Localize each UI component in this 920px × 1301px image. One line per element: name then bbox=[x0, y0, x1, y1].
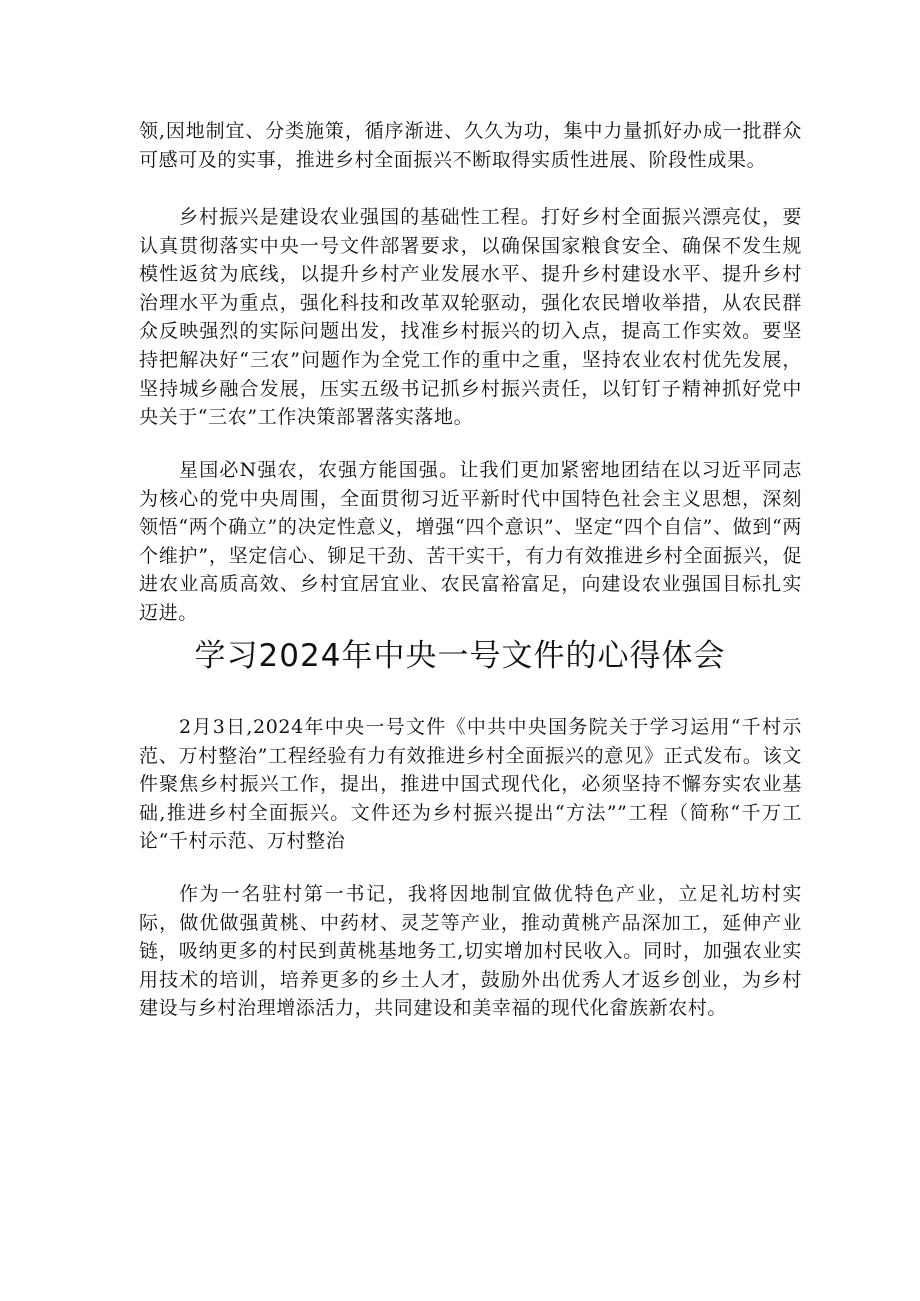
paragraph-rural-revitalization: 乡村振兴是建设农业强国的基础性工程。打好乡村全面振兴漂亮仗，要认真贯彻落实中央一号文件部署要求，以确保国家粮食安全、确保不发生规模性返贫为底线，以提升乡村产业发展水平、提升乡村建设水平、提升乡村治理水平为重点，强化科技和改革双轮驱动，强化农民增收举措，从农民群众反映强烈的实际问题出发，找准乡村振兴的切入点，提高工作实效。要坚持把解决好“三农”问题作为全党工作的重中之重，坚持农业农村优先发展，坚持城乡融合发展，压实五级书记抓乡村振兴责任，以钉钉子精神抓好党中央关于“三农”工作决策部署落实落地。 bbox=[139, 206, 802, 429]
paragraph-document-release: 2月3日,2024年中央一号文件《中共中央国务院关于学习运用“千村示范、万村整治”工程经验有力有效推进乡村全面振兴的意见》正式发布。该文件聚焦乡村振兴工作，提出，推进中国式现代化，必须坚持不懈夯实农业基础,推进乡村全面振兴。文件还为乡村振兴提出“方法””工程（简称“千万工论“千村示范、万村整治 bbox=[139, 716, 802, 853]
paragraph-continuation: 领,因地制宜、分类施策，循序渐进、久久为功，集中力量抓好办成一批群众可感可及的实事，推进乡村全面振兴不断取得实质性进展、阶段性成果。 bbox=[139, 120, 802, 171]
article-title: 学习2024年中央一号文件的心得体会 bbox=[194, 638, 726, 674]
paragraph-strong-nation: 星国必N强农，农强方能国强。让我们更加紧密地团结在以习近平同志为核心的党中央周围，全面贯彻习近平新时代中国特色社会主义思想，深刻领悟“两个确立”的决定性意义，增强“四个意识”、坚定“四个自信”、做到“两个维护”，坚定信心、铆足干劲、苦干实干，有力有效推进乡村全面振兴，促进农业高质高效、乡村宜居宜业、农民富裕富足，向建设农业强国目标扎实迈进。 bbox=[139, 459, 802, 624]
paragraph-first-secretary: 作为一名驻村第一书记，我将因地制宜做优特色产业，立足礼坊村实际，做优做强黄桃、中药材、灵芝等产业，推动黄桃产品深加工，延伸产业链，吸纳更多的村民到黄桃基地务工,切实增加村民收入。同时，加强农业实用技术的培训，培养更多的乡土人才，鼓励外出优秀人才返乡创业，为乡村建设与乡村治理增添活力，共同建设和美幸福的现代化畲族新农村。 bbox=[139, 883, 802, 1020]
